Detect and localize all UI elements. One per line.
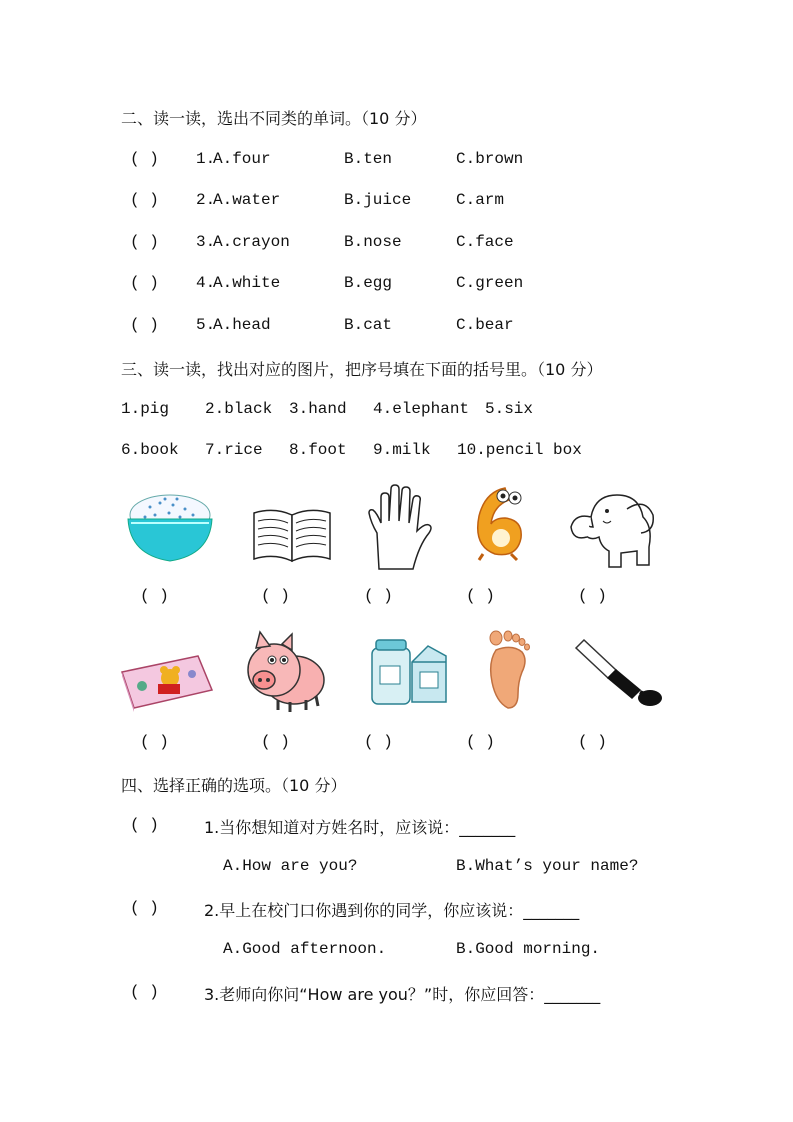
answer-blank[interactable]: ( ) [578, 733, 607, 751]
answer-blank[interactable]: ( ) [130, 983, 159, 1001]
word-item: 10.pencil box [457, 441, 582, 459]
section2-title: 二、读一读，选出不同类的单词。（10 分） [121, 109, 427, 128]
answer-blank[interactable]: ( ) [130, 899, 159, 917]
answer-blank[interactable]: ( ) [130, 316, 159, 334]
answer-blank[interactable]: ( ) [578, 587, 607, 605]
foot-icon [482, 628, 532, 712]
question-number: 3. [196, 233, 216, 251]
option-a: A.head [213, 316, 271, 334]
number-six-icon [465, 482, 535, 562]
answer-blank[interactable]: ( ) [130, 191, 159, 209]
section3-title: 三、读一读，找出对应的图片，把序号填在下面的括号里。（10 分） [121, 360, 603, 379]
answer-blank[interactable]: ( ) [140, 587, 169, 605]
word-item: 6.book [121, 441, 179, 459]
answer-blank[interactable]: ( ) [140, 733, 169, 751]
option-a: A.four [213, 150, 271, 168]
word-item: 9.milk [373, 441, 431, 459]
question-text: 3.老师向你问“How are you？”时，你应回答：_______ [204, 985, 601, 1004]
option-a: A.water [213, 191, 281, 209]
answer-blank[interactable]: ( ) [261, 733, 290, 751]
open-book-icon [250, 505, 334, 565]
answer-blank[interactable]: ( ) [130, 274, 159, 292]
pencil-box-icon [118, 650, 214, 712]
hand-icon [365, 483, 435, 571]
answer-blank[interactable]: ( ) [364, 733, 393, 751]
section4-title: 四、选择正确的选项。（10 分） [121, 776, 347, 795]
answer-blank[interactable]: ( ) [466, 587, 495, 605]
option-a: A.How are you? [223, 857, 358, 875]
answer-blank[interactable]: ( ) [130, 816, 159, 834]
option-b: B.egg [344, 274, 393, 292]
option-a: A.white [213, 274, 281, 292]
option-b: B.cat [344, 316, 393, 334]
option-a: A.Good afternoon. [223, 940, 387, 958]
option-b: B.ten [344, 150, 393, 168]
option-b: B.Good morning. [456, 940, 601, 958]
question-number: 1. [196, 150, 216, 168]
word-item: 3.hand [289, 400, 347, 418]
answer-blank[interactable]: ( ) [130, 150, 159, 168]
milk-icon [368, 638, 450, 706]
option-b: B.What’s your name? [456, 857, 639, 875]
word-item: 2.black [205, 400, 273, 418]
word-item: 1.pig [121, 400, 170, 418]
answer-blank[interactable]: ( ) [261, 587, 290, 605]
option-b: B.nose [344, 233, 402, 251]
question-number: 4. [196, 274, 216, 292]
elephant-icon [565, 487, 661, 571]
word-item: 7.rice [205, 441, 263, 459]
answer-blank[interactable]: ( ) [130, 233, 159, 251]
question-text: 1.当你想知道对方姓名时，应该说：_______ [204, 818, 516, 837]
question-text: 2.早上在校门口你遇到你的同学，你应该说：_______ [204, 901, 580, 920]
word-item: 5.six [485, 400, 534, 418]
word-item: 8.foot [289, 441, 347, 459]
option-b: B.juice [344, 191, 412, 209]
question-number: 5. [196, 316, 216, 334]
option-c: C.brown [456, 150, 524, 168]
pig-icon [238, 628, 328, 712]
option-c: C.bear [456, 316, 514, 334]
option-c: C.face [456, 233, 514, 251]
option-c: C.green [456, 274, 524, 292]
answer-blank[interactable]: ( ) [466, 733, 495, 751]
answer-blank[interactable]: ( ) [364, 587, 393, 605]
option-c: C.arm [456, 191, 505, 209]
rice-bowl-icon [125, 485, 215, 565]
question-number: 2. [196, 191, 216, 209]
word-item: 4.elephant [373, 400, 470, 418]
black-paint-tube-icon [570, 638, 666, 710]
option-a: A.crayon [213, 233, 290, 251]
